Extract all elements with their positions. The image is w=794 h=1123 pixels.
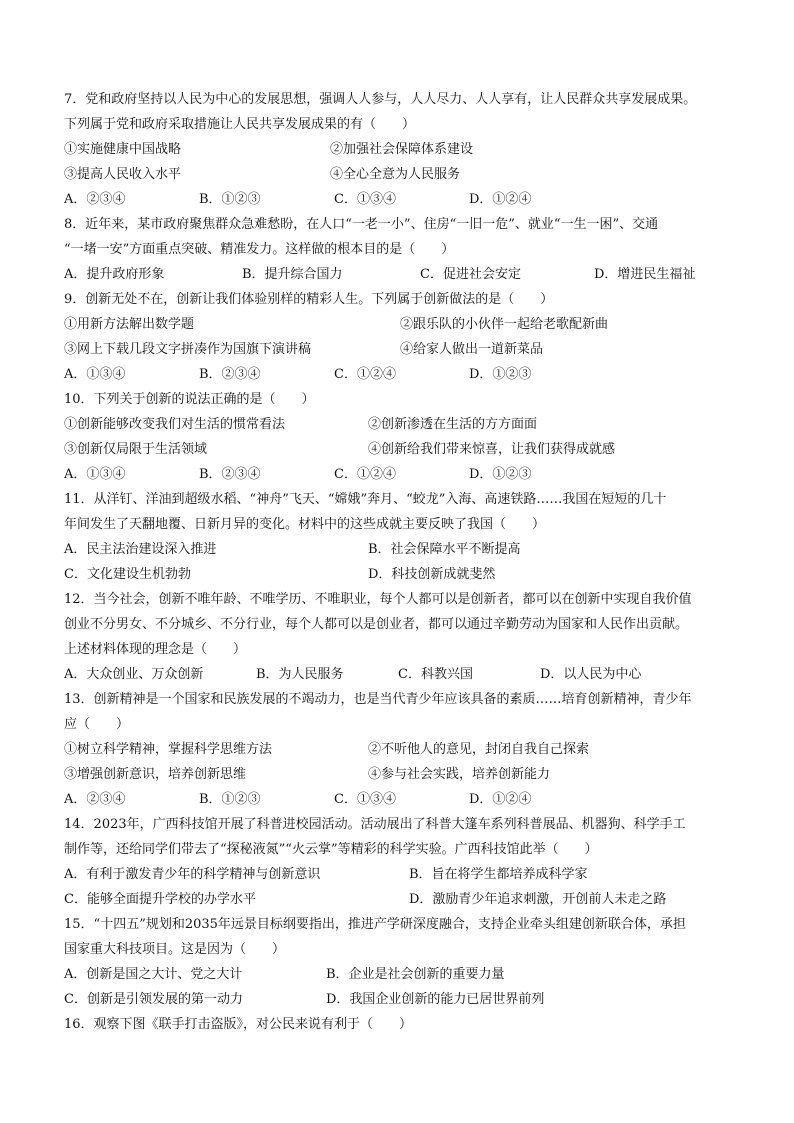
answer-choice-c[interactable]: C．文化建设生机勃勃 (64, 567, 191, 582)
answer-choice-d[interactable]: D．激励青少年追求刺激，开创前人未走之路 (409, 892, 667, 907)
statement-item: ①用新方法解出数学题 (64, 317, 195, 332)
question-stem: 16．观察下图《联手打击盗版》，对公民来说有利于（ ） (64, 1017, 413, 1032)
question-16 (64, 1012, 770, 1037)
question-stem: 9．创新无处不在，创新让我们体验别样的精彩人生。下列属于创新做法的是（ ） (64, 292, 554, 307)
question-stem: 制作等，还给同学们带去了“探秘液氮”“火云掌”等精彩的科学实验。广西科技馆此举（ ） (64, 842, 598, 857)
answer-choice-b[interactable]: B．旨在将学生都培养成科学家 (409, 867, 588, 882)
answer-choice-a[interactable]: A．有利于激发青少年的科学精神与创新意识 (64, 867, 321, 882)
answer-choice-a[interactable]: A．①③④ (64, 467, 126, 482)
answer-choice-d[interactable]: D．增进民生福祉 (594, 267, 696, 282)
statement-item: ③提高人民收入水平 (64, 167, 182, 182)
answer-choice-a[interactable]: A．①③④ (64, 367, 126, 382)
question-15 (64, 912, 770, 1012)
answer-choice-d[interactable]: D．①②④ (469, 792, 532, 807)
answer-choice-b[interactable]: B．②③④ (199, 467, 261, 482)
question-11 (64, 487, 770, 587)
answer-choice-b[interactable]: B．企业是社会创新的重要力量 (326, 967, 505, 982)
answer-choice-a[interactable]: A．创新是国之大计、党之大计 (64, 967, 243, 982)
answer-choice-c[interactable]: C．能够全面提升学校的办学水平 (64, 892, 256, 907)
question-14 (64, 812, 770, 912)
statement-item: ②跟乐队的小伙伴一起给老歌配新曲 (400, 317, 609, 332)
answer-choice-d[interactable]: D．①②③ (469, 467, 532, 482)
answer-choice-c[interactable]: C．科教兴国 (398, 667, 473, 682)
question-9 (64, 287, 770, 387)
question-stem: 上述材料体现的理念是（ ） (64, 642, 247, 657)
answer-choice-d[interactable]: D．①②④ (469, 192, 532, 207)
statement-item: ④创新给我们带来惊喜，让我们获得成就感 (368, 442, 616, 457)
answer-choice-d[interactable]: D．①②③ (469, 367, 532, 382)
answer-choice-d[interactable]: D．科技创新成就斐然 (368, 567, 496, 582)
answer-choice-c[interactable]: C．①②④ (334, 367, 396, 382)
question-stem: 国家重大科技项目。这是因为（ ） (64, 942, 286, 957)
answer-choice-b[interactable]: B．①②③ (199, 192, 261, 207)
question-stem: 13．创新精神是一个国家和民族发展的不竭动力，也是当代青少年应该具备的素质……培育创新精神，青少年 (64, 692, 692, 707)
question-stem: 下列属于党和政府采取措施让人民共享发展成果的有（ ） (64, 117, 416, 132)
question-7 (64, 87, 770, 212)
question-stem: 7．党和政府坚持以人民为中心的发展思想，强调人人参与，人人尽力、人人享有，让人民群众共享发展成果。 (64, 92, 697, 107)
question-stem: 8．近年来，某市政府聚焦群众急难愁盼，在人口“一老一小”、住房“一旧一危”、就业“一生一困”、交通 (64, 217, 659, 232)
question-stem: 10．下列关于创新的说法正确的是（ ） (64, 392, 315, 407)
answer-choice-b[interactable]: B．提升综合国力 (242, 267, 343, 282)
answer-choice-a[interactable]: A．民主法治建设深入推进 (64, 542, 217, 557)
question-stem: 15．“十四五”规划和2035年远景目标纲要指出，推进产学研深度融合，支持企业牵头组建创新联合体，承担 (64, 917, 686, 932)
answer-choice-d[interactable]: D．我国企业创新的能力已居世界前列 (326, 992, 545, 1007)
question-stem: 12．当今社会，创新不唯年龄、不唯学历、不唯职业，每个人都可以是创新者，都可以在创新中实现自我价值 (64, 592, 692, 607)
answer-choice-a[interactable]: A．②③④ (64, 792, 126, 807)
answer-choice-d[interactable]: D．以人民为中心 (540, 667, 642, 682)
statement-item: ①实施健康中国战略 (64, 142, 182, 157)
statement-item: ①树立科学精神，掌握科学思维方法 (64, 742, 273, 757)
answer-choice-b[interactable]: B．社会保障水平不断提高 (368, 542, 521, 557)
answer-choice-c[interactable]: C．①③④ (334, 192, 396, 207)
answer-choice-c[interactable]: C．①②④ (334, 467, 396, 482)
statement-item: ②不听他人的意见，封闭自我自己探索 (368, 742, 590, 757)
question-13 (64, 687, 770, 812)
question-8 (64, 212, 770, 287)
answer-choice-b[interactable]: B．①②③ (199, 792, 261, 807)
statement-item: ②加强社会保障体系建设 (330, 142, 474, 157)
question-stem: 应（ ） (64, 717, 130, 732)
question-12 (64, 587, 770, 687)
statement-item: ④全心全意为人民服务 (330, 167, 461, 182)
statement-item: ③创新仅局限于生活领域 (64, 442, 208, 457)
question-stem: 11．从洋钉、洋油到超级水稻、“神舟”飞天、“嫦娥”奔月、“蛟龙”入海、高速铁路……我国在短短的几十 (64, 492, 667, 507)
answer-choice-a[interactable]: A．大众创业、万众创新 (64, 667, 204, 682)
answer-choice-b[interactable]: B．②③④ (199, 367, 261, 382)
question-stem: “一堵一安”方面重点突破、精准发力。这样做的根本目的是（ ） (64, 242, 455, 257)
answer-choice-c[interactable]: C．①③④ (334, 792, 396, 807)
question-10 (64, 387, 770, 487)
statement-item: ③增强创新意识，培养创新思维 (64, 767, 247, 782)
question-stem: 创业不分男女、不分城乡、不分行业，每个人都可以是创业者，都可以通过辛勤劳动为国家和人民作出贡献。 (64, 617, 689, 632)
question-stem: 年间发生了天翻地覆、日新月异的变化。材料中的这些成就主要反映了我国（ ） (64, 517, 546, 532)
statement-item: ②创新渗透在生活的方方面面 (368, 417, 538, 432)
statement-item: ③网上下载几段文字拼凑作为国旗下演讲稿 (64, 342, 312, 357)
answer-choice-b[interactable]: B．为人民服务 (256, 667, 344, 682)
answer-choice-c[interactable]: C．创新是引领发展的第一动力 (64, 992, 243, 1007)
answer-choice-a[interactable]: A．②③④ (64, 192, 126, 207)
statement-item: ④参与社会实践，培养创新能力 (368, 767, 551, 782)
statement-item: ①创新能够改变我们对生活的惯常看法 (64, 417, 286, 432)
statement-item: ④给家人做出一道新菜品 (400, 342, 544, 357)
question-stem: 14．2023年，广西科技馆开展了科普进校园活动。活动展出了科普大篷车系列科普展品、机器狗、科学手工 (64, 817, 686, 832)
answer-choice-c[interactable]: C．促进社会安定 (420, 267, 521, 282)
answer-choice-a[interactable]: A．提升政府形象 (64, 267, 165, 282)
